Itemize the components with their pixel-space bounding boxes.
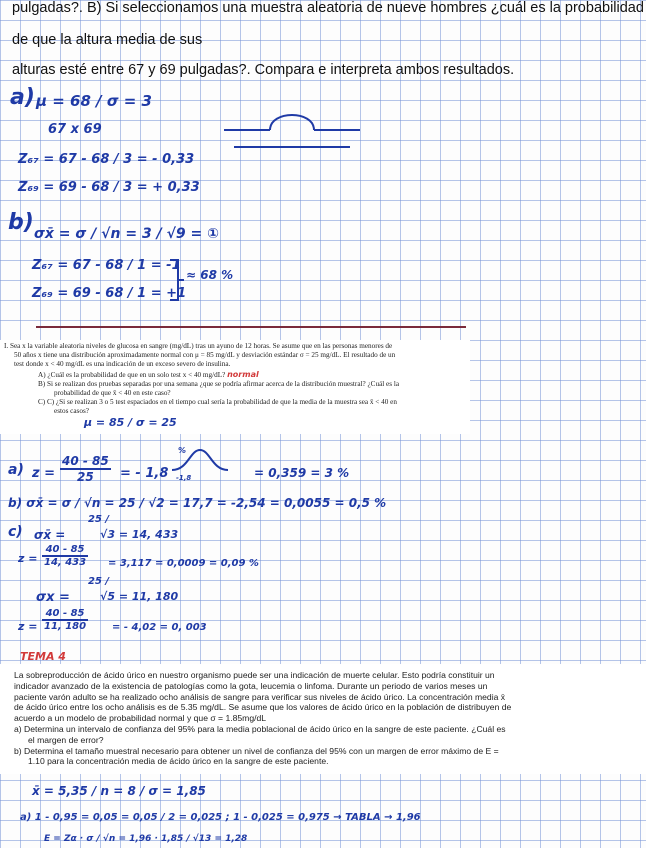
p1-a-result: = 0,359 = 3 % — [254, 466, 350, 480]
p1-c-den5: 11, 180 — [44, 621, 87, 632]
p1-c-z3-val: = 3,117 = 0,0009 = 0,09 % — [108, 558, 259, 569]
p1-a-num: 40 - 85 — [62, 454, 109, 468]
p1-c-fraction5 — [42, 608, 88, 632]
p1-c-num5: 40 - 85 — [42, 608, 88, 621]
problem-1-question-a — [4, 370, 466, 380]
notes-b-sigma: σx̄ = σ / √n = 3 / √9 = ① — [34, 226, 219, 242]
notes-b-z67: Z₆₇ = 67 - 68 / 1 = -1 — [32, 258, 181, 273]
p1-c-sigma5: σx = — [36, 590, 70, 605]
p1-c-top3: 25 / — [88, 514, 110, 525]
p1-c-num3: 40 - 85 — [42, 544, 88, 557]
problem-1-question-c-2 — [4, 407, 466, 416]
problem-1-question-b-2: probabilidad de que x̄ < 40 en este caso? — [54, 389, 171, 398]
problem-2-line-1: La sobreproducción de ácido úrico en nuestro organismo puede ser una indicación de muerte celular. Esto podría constituir un — [14, 670, 495, 680]
divider — [36, 326, 466, 328]
p1-c-root3: √3 = 14, 433 — [100, 528, 179, 541]
p1-a-val: = - 1,8 — [120, 466, 169, 481]
header-line-3: alturas esté entre 67 y 69 pulgadas?. Compara e interpreta ambos resultados. — [12, 62, 515, 78]
notes-b-result: ≈ 68 % — [186, 268, 234, 282]
problem-2-line-4: de ácido úrico entre los ocho análisis es de 5.35 mg/dL. Se asume que los valores de ácido úrico en la población de distribuyen de — [14, 702, 512, 713]
p1-a-label: a) — [8, 462, 24, 478]
problem-2-question-a-2: el margen de error? — [28, 734, 104, 745]
problem-1-question-b-1: B) Si se realizan dos pruebas separadas por una semana ¿que se podría afirmar acerca de la distribución muestral? ¿Cuál es la — [38, 379, 400, 388]
problem-2-question-b-2: 1.10 para la concentración media de ácido úrico en la sangre de este paciente. — [28, 756, 329, 767]
p2-params: x̄ = 5,35 / n = 8 / σ = 1,85 — [32, 784, 206, 798]
problem-1-line-3: test donde x < 40 mg/dL es una indicación de un exceso severo de insulina. — [14, 360, 231, 369]
problem-2-question-b-1: b) Determina el tamaño muestral necesario para obtener un nivel de confianza del 95% con un margen de error máximo de E = — [14, 745, 499, 756]
p1-a-z: z = — [32, 466, 55, 481]
notes-a-range: 67 x 69 — [48, 122, 102, 137]
p1-a-den: 25 — [77, 470, 94, 484]
p1-c-z5-val: = - 4,02 = 0, 003 — [112, 622, 207, 633]
problem-2-panel — [0, 664, 646, 774]
problem-1-question-c-2-text: estos casos? — [54, 407, 89, 416]
problem-2-line-5: acuerdo a un modelo de probabilidad normal y que σ = 1.85mg/dL — [14, 713, 267, 724]
p2-a-line: a) 1 - 0,95 = 0,05 = 0,05 / 2 = 0,025 ; 1 - 0,025 = 0,975 → TABLA → 1,96 — [20, 812, 421, 823]
p1-b-line: b) σx̄ = σ / √n = 25 / √2 = 17,7 = -2,54 = 0,0055 = 0,5 % — [8, 496, 387, 510]
p1-c-z3-lead: z = — [18, 552, 38, 565]
p1-bell-bottom: -1,8 — [176, 474, 192, 482]
header-line-1: pulgadas?. B) Si seleccionamos una muestra aleatoria de nueve hombres ¿cuál es la probabilidad — [12, 0, 644, 16]
notes-b-label: b) — [8, 210, 34, 235]
p1-a-fraction — [60, 454, 111, 484]
p1-c-fraction3 — [42, 544, 88, 568]
tema-heading: TEMA 4 — [20, 650, 66, 663]
header-line-2: de que la altura media de sus — [12, 32, 203, 48]
problem-1-line-1: I. Sea x la variable aleatoria niveles de glucosa en sangre (mg/dL) tras un ayuno de 12 horas. Se asume que en las personas menores de — [4, 342, 393, 350]
notes-a-params: μ = 68 / σ = 3 — [36, 92, 152, 110]
problem-2-question-a-1: a) Determina un intervalo de confianza del 95% para la media poblacional de ácido úrico en la sangre de este paciente. ¿Cuál es — [14, 723, 506, 734]
problem-1-params: μ = 85 / σ = 25 — [84, 416, 177, 429]
problem-2-line-2: indicador avanzado de la existencia de patologías como la gota, leucemia o linfoma. Durante un periodo de varios meses un — [14, 680, 488, 691]
notes-a-z67: Z₆₇ = 67 - 68 / 3 = - 0,33 — [18, 152, 195, 167]
p1-c-label: c) — [8, 524, 23, 540]
bell-curve-sketch-icon — [222, 100, 362, 152]
notes-b-z69: Z₆₉ = 69 - 68 / 1 = +1 — [32, 286, 187, 301]
p1-c-z5-lead: z = — [18, 620, 38, 633]
problem-1-panel — [0, 340, 470, 434]
p1-c-top5: 25 / — [88, 576, 110, 587]
p1-c-den3: 14, 433 — [44, 557, 87, 568]
p1-c-root5: √5 = 11, 180 — [100, 590, 179, 603]
notes-a-label: a) — [10, 85, 35, 110]
p2-e-line: E = Zα · σ / √n = 1,96 · 1,85 / √13 = 1,28 — [44, 834, 248, 844]
problem-1-question-a-text: A) ¿Cuál es la probabilidad de que en un solo test x < 40 mg/dL? — [38, 370, 226, 379]
problem-2-line-3: paciente varón adulto se ha realizado ocho análisis de sangre para verificar sus niveles de ácido úrico. La concentración media x̄ — [14, 691, 506, 702]
problem-1-question-c-1: C) C) ¿Si se realizan 3 o 5 test espaciados en el tiempo cual sería la probabilidad de que la media de la muestra sea x̄ < 40 en — [38, 398, 397, 407]
brace-icon — [166, 258, 186, 302]
notes-a-z69: Z₆₉ = 69 - 68 / 3 = + 0,33 — [18, 180, 200, 195]
problem-1-question-a-note: normal — [227, 369, 259, 379]
p1-c-sigma3: σx̄ = — [34, 528, 66, 542]
p1-bell-top: % — [178, 446, 187, 455]
problem-1-line-2: 50 años x tiene una distribución aproximadamente normal con μ = 85 mg/dL y desviación estándar σ = 25 mg/dL. El resultado de un — [14, 351, 396, 360]
